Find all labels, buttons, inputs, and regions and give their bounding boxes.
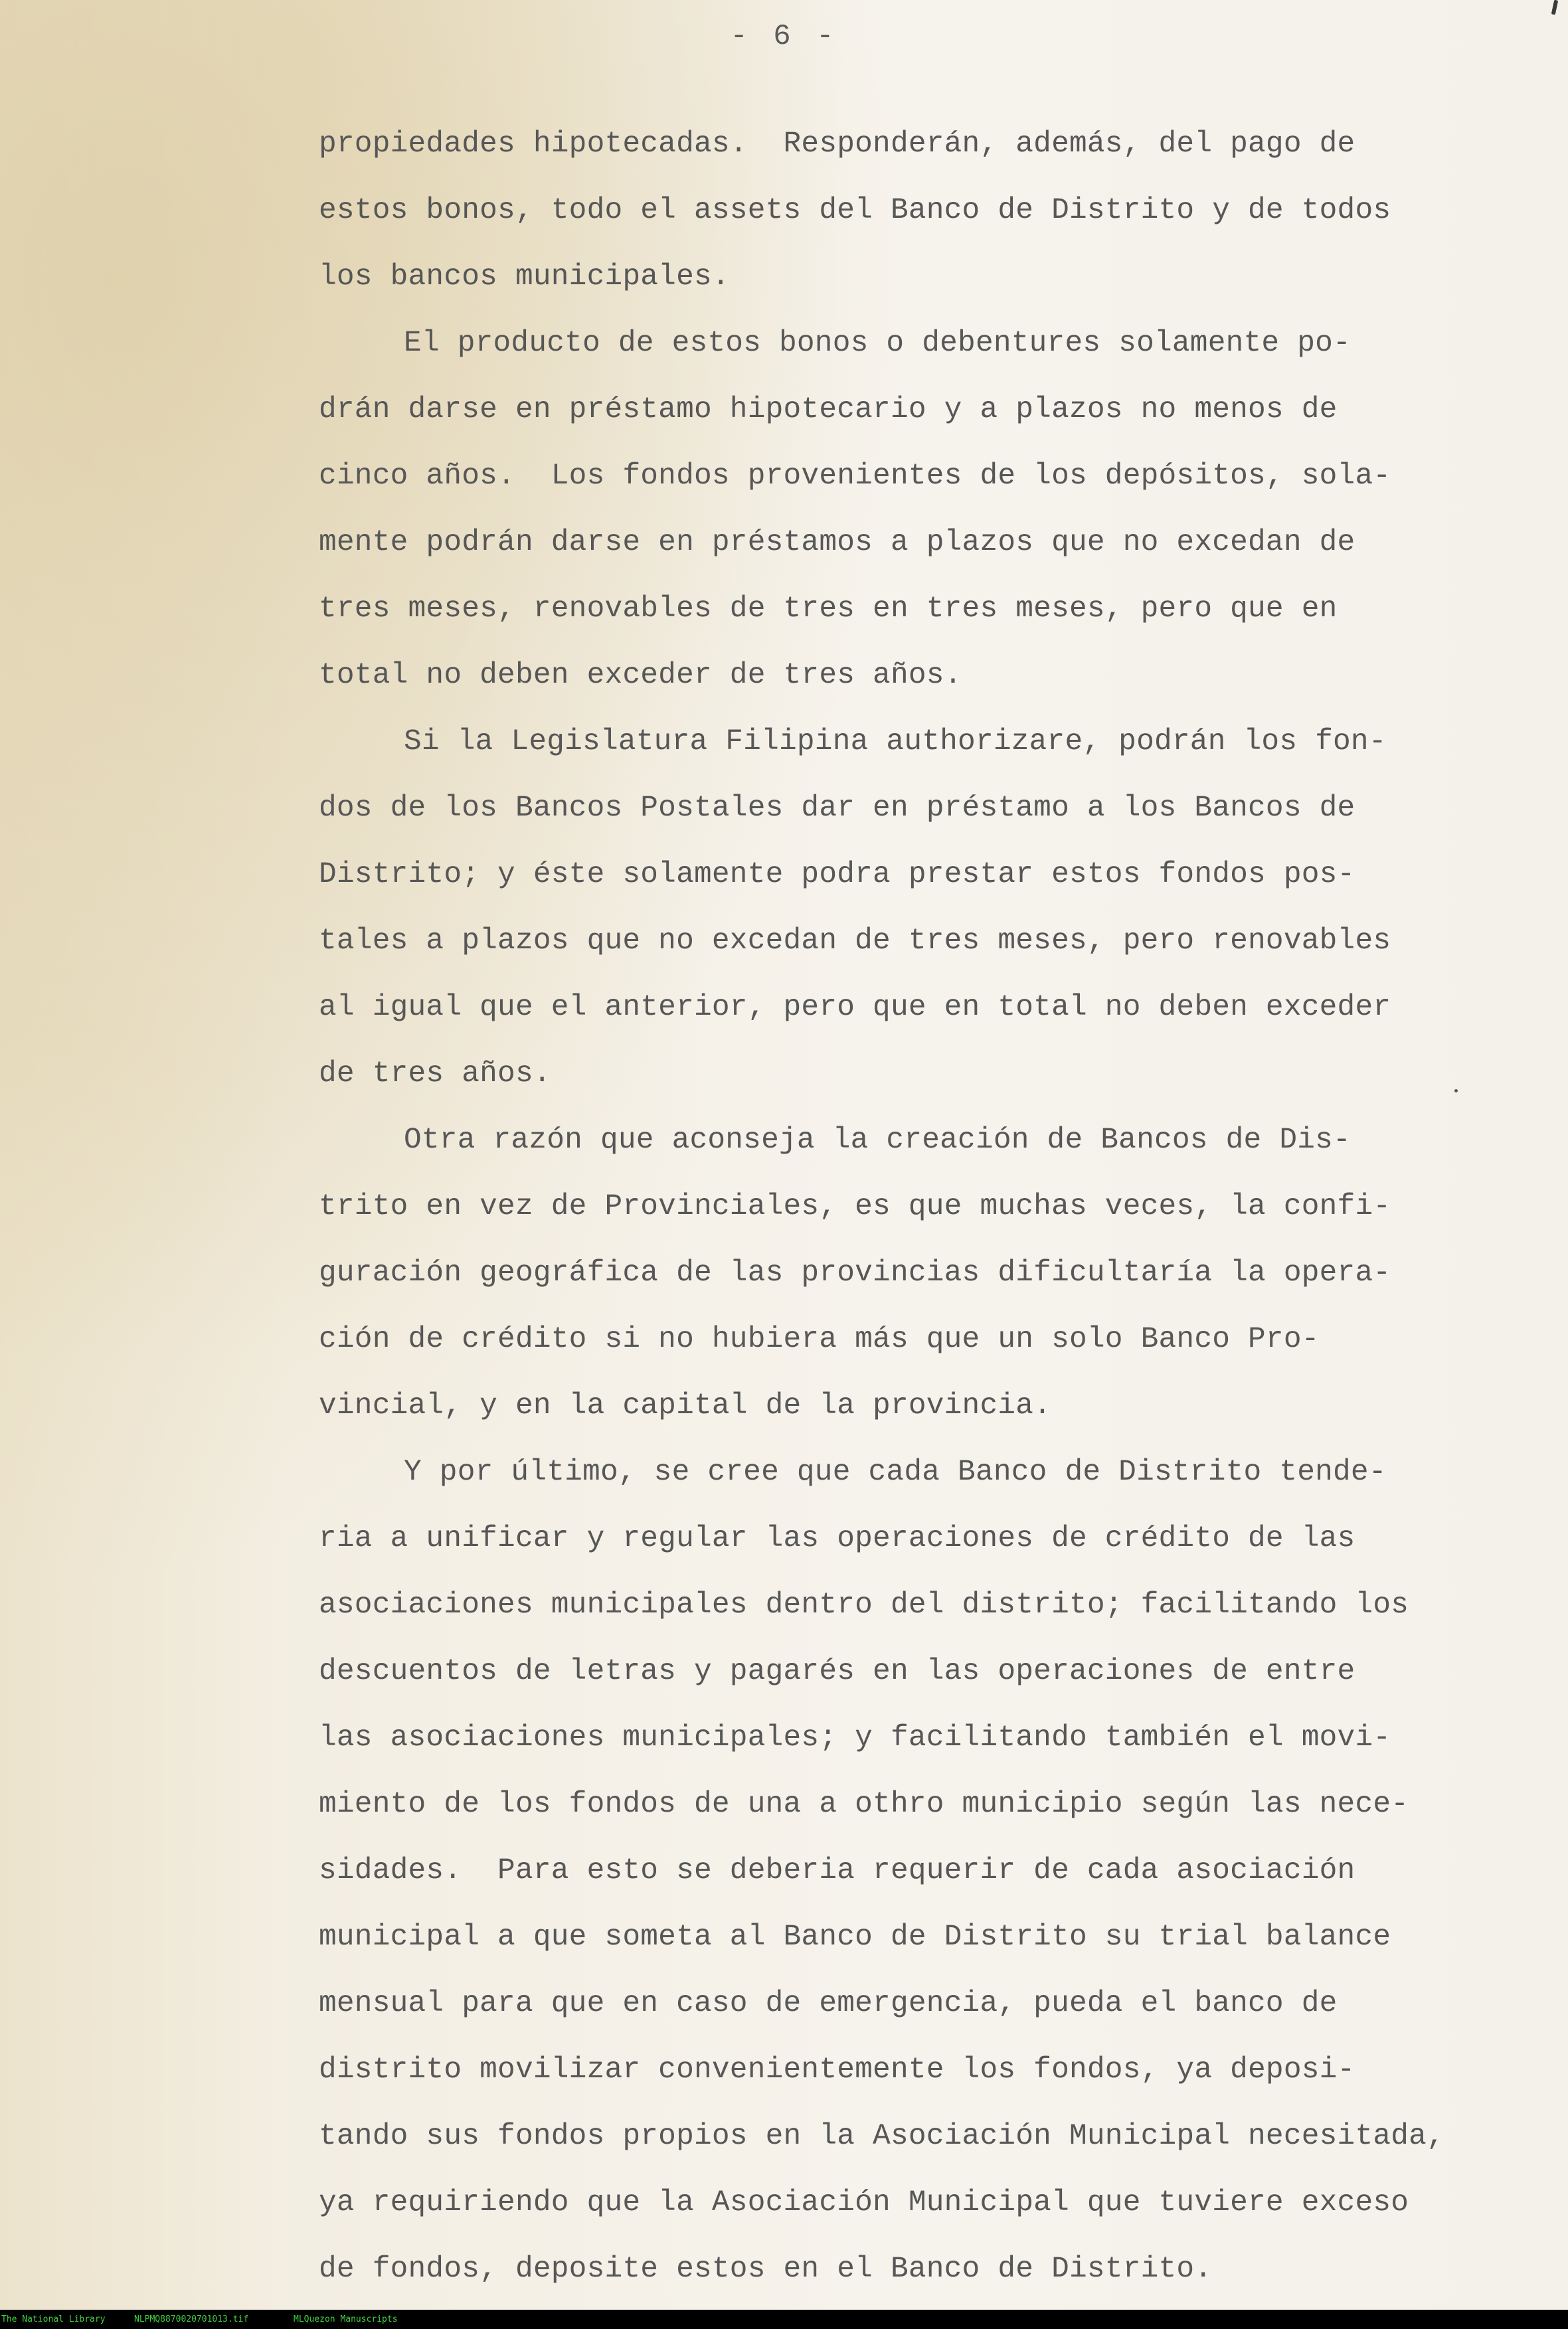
corner-mark [1551, 0, 1558, 15]
footer-file: NLPMQ8870020701013.tif [134, 2314, 249, 2324]
text-line: mente podrán darse en préstamos a plazos que no excedan de [319, 526, 1355, 559]
text-line: vincial, y en la capital de la provincia. [319, 1389, 1052, 1423]
text-line: Distrito; y éste solamente podra prestar estos fondos pos- [319, 858, 1355, 891]
text-line: dos de los Bancos Postales dar en préstamo a los Bancos de [319, 792, 1355, 825]
text-line: distrito movilizar convenientemente los fondos, ya deposi- [319, 2053, 1355, 2087]
typewritten-body [319, 111, 1444, 2302]
text-line: propiedades hipotecadas. Responderán, además, del pago de [319, 128, 1355, 161]
text-line: mensual para que en caso de emergencia, pueda el banco de [319, 1987, 1338, 2020]
text-line: descuentos de letras y pagarés en las operaciones de entre [319, 1655, 1355, 1688]
text-line: estos bonos, todo el assets del Banco de Distrito y de todos [319, 194, 1391, 227]
text-line: sidades. Para esto se deberia requerir de cada asociación [319, 1854, 1355, 1887]
text-line: de tres años. [319, 1057, 551, 1090]
paragraph-start-line: Otra razón que aconseja la creación de Bancos de Dis- [404, 1124, 1351, 1157]
text-line: ya requiriendo que la Asociación Municipal que tuviere exceso [319, 2186, 1409, 2219]
text-line: de fondos, deposite estos en el Banco de Distrito. [319, 2253, 1213, 2286]
footer-library: The National Library [1, 2314, 106, 2324]
text-line: municipal a que someta al Banco de Distrito su trial balance [319, 1921, 1391, 1954]
paragraph-start-line: Y por último, se cree que cada Banco de Distrito tende- [404, 1456, 1387, 1489]
paper-speck [1454, 1089, 1458, 1092]
text-line: ria a unificar y regular las operaciones de crédito de las [319, 1522, 1355, 1555]
text-line: las asociaciones municipales; y facilitando también el movi- [319, 1721, 1391, 1755]
text-line: asociaciones municipales dentro del distrito; facilitando los [319, 1589, 1409, 1622]
text-line: ción de crédito si no hubiera más que un solo Banco Pro- [319, 1323, 1320, 1356]
archive-footer-bar [0, 2310, 1568, 2329]
text-line: tres meses, renovables de tres en tres meses, pero que en [319, 592, 1338, 626]
text-line: trito en vez de Provinciales, es que muchas veces, la confi- [319, 1190, 1391, 1223]
text-line: al igual que el anterior, pero que en total no deben exceder [319, 991, 1391, 1024]
text-line: miento de los fondos de una a othro municipio según las nece- [319, 1788, 1409, 1821]
footer-collection: MLQuezon Manuscripts [294, 2314, 398, 2324]
text-line: guración geográfica de las provincias dificultaría la opera- [319, 1256, 1391, 1290]
text-line: los bancos municipales. [319, 260, 730, 294]
text-line: tando sus fondos propios en la Asociación Municipal necesitada, [319, 2120, 1444, 2153]
paragraph-start-line: El producto de estos bonos o debentures solamente po- [404, 327, 1351, 360]
text-line: drán darse en préstamo hipotecario y a plazos no menos de [319, 393, 1338, 426]
text-line: cinco años. Los fondos provenientes de los depósitos, sola- [319, 460, 1391, 493]
paragraph-start-line: Si la Legislatura Filipina authorizare, podrán los fon- [404, 725, 1387, 758]
text-line: total no deben exceder de tres años. [319, 659, 962, 692]
text-line: tales a plazos que no excedan de tres meses, pero renovables [319, 924, 1391, 958]
page-number: - 6 - [730, 20, 838, 53]
